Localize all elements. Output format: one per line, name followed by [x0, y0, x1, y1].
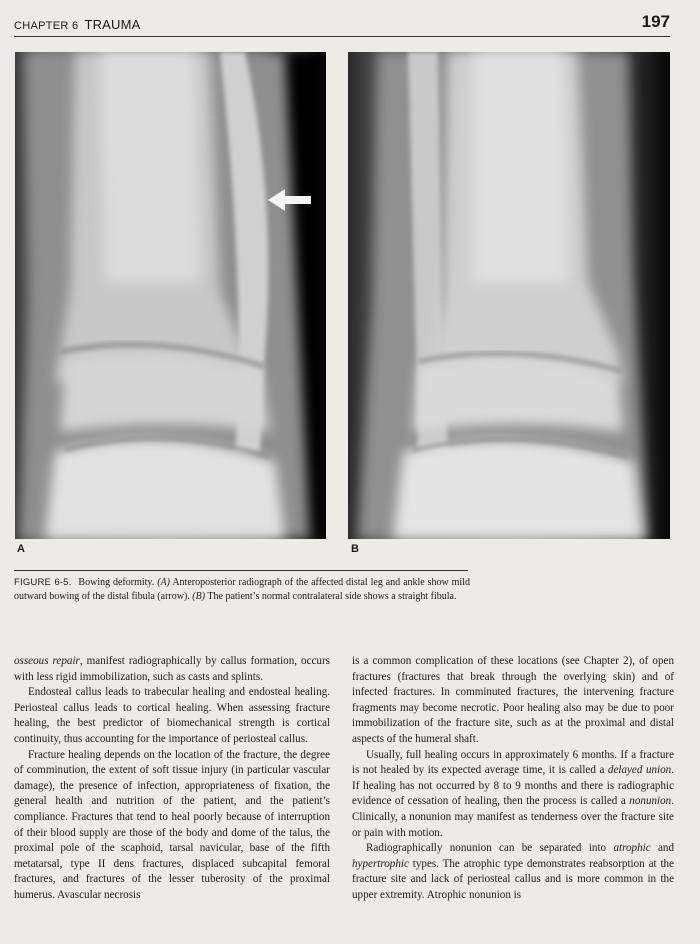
running-header: [14, 12, 670, 37]
panel-a-label: A: [17, 543, 25, 555]
paragraph: is a common complication of these locations (see Chapter 2), of open fractures (fractures that break through the overlying skin) and of infected fractures. In comminuted fractures, the intervening fracture fragments may become necrotic. Poor healing also may be due to poor immobilization of the fracture site, such as at the proximal and distal aspects of the humeral shaft.: [352, 655, 674, 745]
paragraph: [14, 654, 330, 685]
paragraph-text: types. The atrophic type demonstrates reabsorption at the fracture site and lack of periosteal callus and is more common in the upper extremity. Atrophic nonunion is: [352, 857, 674, 901]
paragraph: Fracture healing depends on the location of the fracture, the degree of comminution, the extent of soft tissue injury (in particular vascular damage), the presence of infection, appropriateness of fixation, the general health and nutrition of the patient, and the patient’s compliance. Fractures that tend to heal poorly because of interruption of their blood supply are those of the body and dome of the talus, the proximal pole of the scaphoid, tarsal navicular, base of the fifth metatarsal, type II dens fractures, displaced subcapital femoral fractures, and fractures of the lesser tuberosity of the proximal humerus. Avascular necrosis: [14, 748, 330, 901]
chapter-number: CHAPTER 6: [14, 20, 79, 32]
paragraph: [352, 841, 674, 903]
radiograph-b-image: [348, 52, 670, 539]
chapter-heading: [14, 17, 141, 32]
radiograph-a-image: [15, 52, 326, 539]
caption-divider: [14, 570, 468, 571]
figure-caption: [14, 576, 470, 603]
radiograph-b: [348, 52, 670, 539]
text-column-left: [14, 654, 330, 904]
emphasis-term: osseous repair: [14, 655, 80, 667]
figure-label: FIGURE 6-5.: [14, 577, 72, 588]
panel-b-label: B: [351, 543, 359, 555]
caption-panel-ref: (A): [157, 577, 170, 588]
paragraph-text: and: [650, 842, 674, 855]
text-column-right: [352, 654, 674, 904]
caption-text: Bowing deformity.: [78, 577, 155, 588]
caption-text: The patient’s normal contralateral side shows a straight fibula.: [207, 590, 457, 602]
paragraph: Endosteal callus leads to trabecular healing and endosteal healing. Periosteal callus leads to cortical healing. When assessing fracture healing, the best predictor of biomechanical strength is cortical continuity, thus accounting for the importance of periosteal callus.: [14, 686, 330, 745]
paragraph-text: . Clinically, a nonunion may manifest as tenderness over the fracture site or pain with motion.: [352, 795, 674, 839]
paragraph: [352, 748, 674, 842]
paragraph-text: , manifest radiographically by callus formation, occurs with less rigid immobilization, such as casts and splints.: [14, 655, 330, 683]
paragraph-text: . If healing has not occurred by 8 to 9 months and there is radiographic evidence of cessation of healing, then the process is called a: [352, 764, 674, 808]
emphasis-term: nonunion: [629, 795, 672, 808]
emphasis-term: atrophic: [613, 842, 651, 855]
emphasis-term: hypertrophic: [352, 857, 409, 870]
paragraph-text: Usually, full healing occurs in approximately 6 months. If a fracture is not healed by its expected average time, it is called a: [352, 748, 674, 777]
caption-panel-ref: (B): [192, 590, 206, 602]
page-number: 197: [641, 12, 670, 31]
paragraph-text: Radiographically nonunion can be separated into: [366, 842, 614, 855]
caption-text: Anteroposterior radiograph of the affected distal leg and ankle show mild outward bowing of the distal fibula (arrow).: [14, 577, 470, 602]
emphasis-term: delayed union: [607, 764, 672, 777]
chapter-title: TRAUMA: [84, 17, 141, 32]
radiograph-a: [15, 52, 326, 539]
